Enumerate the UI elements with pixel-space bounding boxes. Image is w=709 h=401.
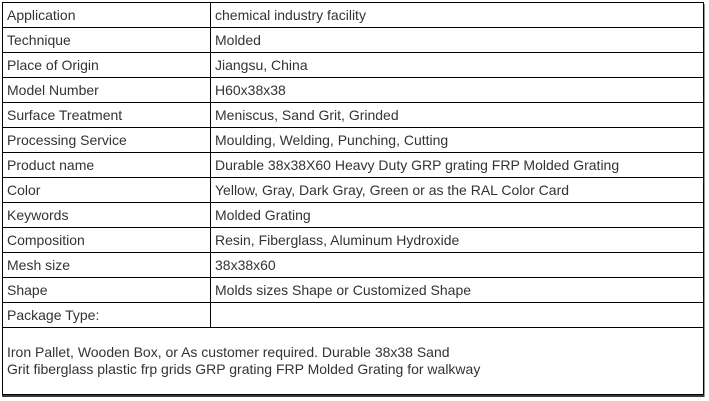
table-row [3,178,704,203]
spec-value: Molded Grating [211,203,704,228]
spec-value: 38x38x60 [211,253,704,278]
spec-label: Shape [3,278,211,303]
spec-label: Mesh size [3,253,211,278]
spec-label: Product name [3,153,211,178]
table-row [3,3,704,28]
spec-value: chemical industry facility [211,3,704,28]
spec-value: Moulding, Welding, Punching, Cutting [211,128,704,153]
product-spec-table [2,2,704,395]
table-row [3,203,704,228]
spec-label: Surface Treatment [3,103,211,128]
table-row [3,278,704,303]
table-row [3,28,704,53]
table-row [3,228,704,253]
spec-label: Technique [3,28,211,53]
spec-value: H60x38x38 [211,78,704,103]
spec-label: Place of Origin [3,53,211,78]
package-description-line1: Iron Pallet, Wooden Box, or As customer required. Durable 38x38 Sand [7,344,450,360]
table-row [3,78,704,103]
spec-value: Resin, Fiberglass, Aluminum Hydroxide [211,228,704,253]
spec-label: Package Type: [3,303,211,328]
spec-label: Keywords [3,203,211,228]
table-row [3,303,704,328]
table-row-package-description [3,328,704,395]
spec-label: Color [3,178,211,203]
table-row [3,53,704,78]
spec-value: Molded [211,28,704,53]
spec-label: Composition [3,228,211,253]
table-row [3,128,704,153]
spec-label: Model Number [3,78,211,103]
spec-value: Durable 38x38X60 Heavy Duty GRP grating FRP Molded Grating [211,153,704,178]
spec-label: Application [3,3,211,28]
spec-value: Meniscus, Sand Grit, Grinded [211,103,704,128]
package-description-cell [3,328,704,395]
table-row [3,153,704,178]
spec-value: Yellow, Gray, Dark Gray, Green or as the RAL Color Card [211,178,704,203]
spec-value: Jiangsu, China [211,53,704,78]
spec-label: Processing Service [3,128,211,153]
spec-value [211,303,704,328]
package-description-line2: Grit fiberglass plastic frp grids GRP grating FRP Molded Grating for walkway [7,361,481,377]
table-row [3,103,704,128]
table-row [3,253,704,278]
spec-value: Molds sizes Shape or Customized Shape [211,278,704,303]
